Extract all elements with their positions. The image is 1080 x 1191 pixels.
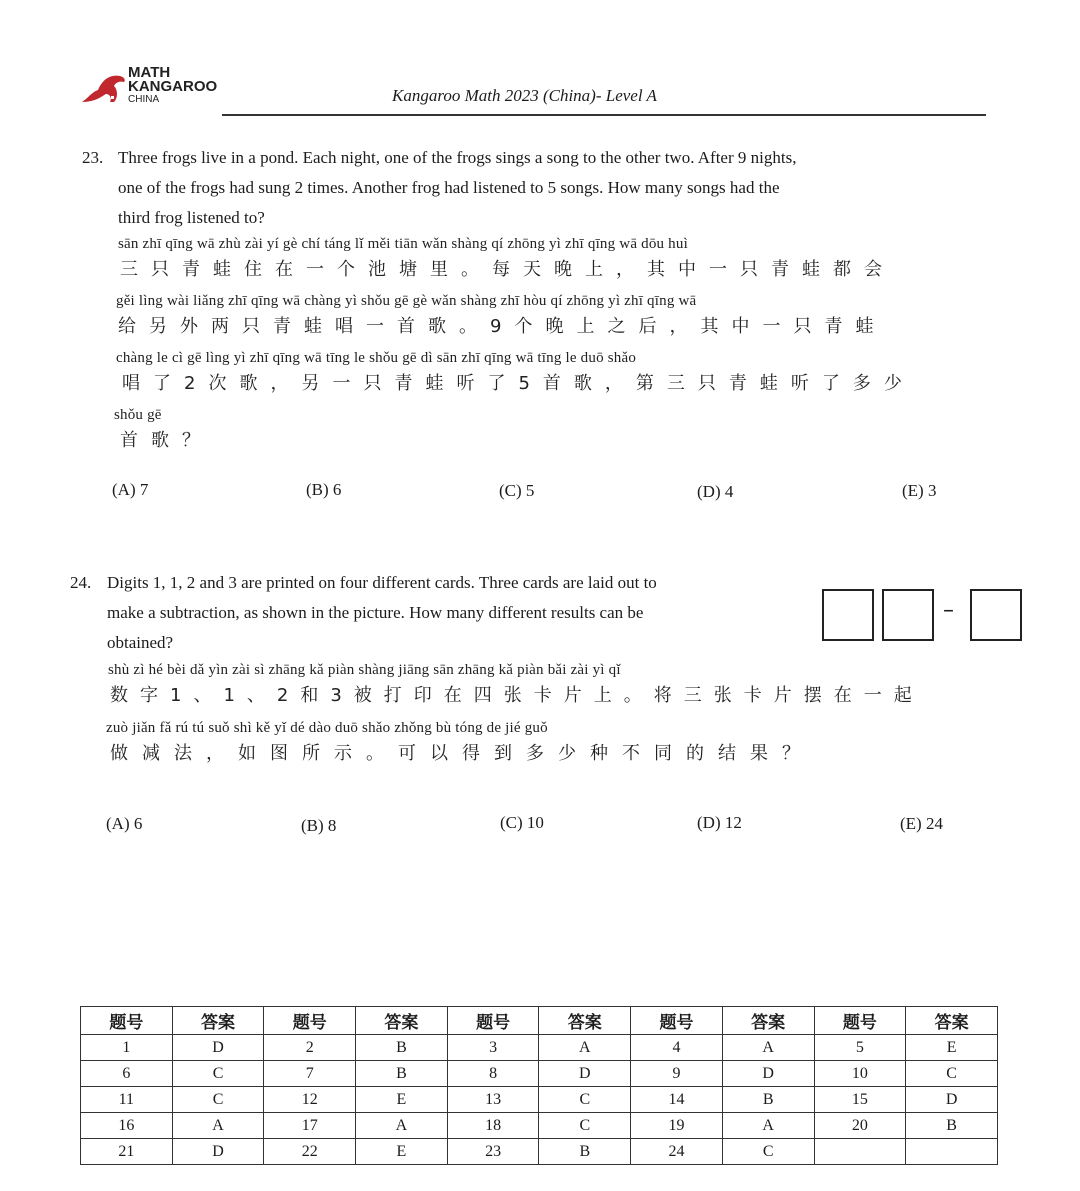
chinese-line: 数字1、1、2和3被打印在四张卡片上。将三张卡片摆在一起: [110, 685, 924, 706]
table-row: [81, 1061, 998, 1087]
question-number-cell: 9: [631, 1061, 723, 1087]
page-title: Kangaroo Math 2023 (China)- Level A: [392, 86, 657, 105]
question-number-cell: 16: [81, 1113, 173, 1139]
answer-cell: A: [172, 1113, 264, 1139]
question-number-cell: 2: [264, 1035, 356, 1061]
answer-cell: B: [906, 1113, 998, 1139]
header-cell: 题号: [631, 1007, 723, 1035]
table-header-row: [81, 1007, 998, 1035]
table-row: [81, 1139, 998, 1165]
answer-cell: B: [539, 1139, 631, 1165]
choice-e[interactable]: (E) 3: [902, 481, 937, 500]
question-number-cell: 3: [447, 1035, 539, 1061]
choice-e[interactable]: (E) 24: [900, 814, 943, 833]
question-23-line-2: one of the frogs had sung 2 times. Another frog had listened to 5 songs. How many songs had the: [118, 178, 780, 197]
pinyin-line: sān zhī qīng wā zhù zài yí gè chí táng lǐ měi tiān wǎn shàng qí zhōng yì zhī qīng wā dōu huì: [118, 236, 688, 252]
header-cell: 题号: [447, 1007, 539, 1035]
question-number-cell: 8: [447, 1061, 539, 1087]
choice-d[interactable]: (D) 12: [697, 813, 742, 832]
question-number-cell: 11: [81, 1087, 173, 1113]
answer-cell: [906, 1139, 998, 1165]
answer-cell: C: [722, 1139, 814, 1165]
answer-cell: B: [356, 1061, 448, 1087]
answer-cell: C: [539, 1113, 631, 1139]
answer-cell: D: [906, 1087, 998, 1113]
card-3: [970, 589, 1022, 641]
question-24-line-2: make a subtraction, as shown in the picture. How many different results can be: [107, 603, 644, 622]
question-number-cell: 7: [264, 1061, 356, 1087]
kangaroo-logo-icon: [80, 72, 128, 108]
choice-c[interactable]: (C) 10: [500, 813, 544, 832]
minus-sign: –: [943, 598, 954, 623]
chinese-line: 首歌？: [120, 430, 213, 451]
answer-cell: A: [539, 1035, 631, 1061]
table-row: [81, 1087, 998, 1113]
chinese-line: 三只青蛙住在一个池塘里。每天晚上，其中一只青蛙都会: [120, 259, 895, 280]
pinyin-line: zuò jiǎn fǎ rú tú suǒ shì kě yǐ dé dào duō shǎo zhǒng bù tóng de jié guǒ: [106, 720, 548, 736]
answer-cell: B: [356, 1035, 448, 1061]
question-number-cell: 20: [814, 1113, 906, 1139]
answer-cell: B: [722, 1087, 814, 1113]
choice-d[interactable]: (D) 4: [697, 482, 734, 501]
header-cell: 题号: [264, 1007, 356, 1035]
logo-line-math: MATH: [128, 64, 171, 81]
logo-line-kangaroo: KANGAROO: [128, 78, 218, 95]
question-number-cell: 15: [814, 1087, 906, 1113]
answer-cell: C: [539, 1087, 631, 1113]
table-row: [81, 1113, 998, 1139]
pinyin-line: chàng le cì gē lìng yì zhī qīng wā tīng le shǒu gē dì sān zhī qīng wā tīng le duō shǎo: [116, 350, 637, 366]
pinyin-line: gěi lìng wài liǎng zhī qīng wā chàng yì shǒu gē gè wǎn shàng zhī hòu qí zhōng yì zhī qīng wā: [116, 293, 697, 309]
question-23-number: 23.: [82, 148, 104, 167]
question-number-cell: 24: [631, 1139, 723, 1165]
question-number-cell: 1: [81, 1035, 173, 1061]
question-number-cell: 10: [814, 1061, 906, 1087]
header-cell: 答案: [356, 1007, 448, 1035]
choice-b[interactable]: (B) 8: [301, 816, 337, 835]
answer-cell: C: [172, 1087, 264, 1113]
question-number-cell: 18: [447, 1113, 539, 1139]
header-cell: 答案: [906, 1007, 998, 1035]
answer-cell: E: [356, 1139, 448, 1165]
question-number-cell: 21: [81, 1139, 173, 1165]
question-number-cell: 19: [631, 1113, 723, 1139]
header-cell: 答案: [722, 1007, 814, 1035]
answer-cell: A: [356, 1113, 448, 1139]
answer-cell: D: [172, 1139, 264, 1165]
chinese-line: 唱了2次歌，另一只青蛙听了5首歌，第三只青蛙听了多少: [122, 373, 915, 394]
question-24-number: 24.: [70, 573, 92, 592]
pinyin-line: shǒu gē: [114, 407, 162, 423]
logo-line-china: CHINA: [128, 94, 160, 105]
question-number-cell: 13: [447, 1087, 539, 1113]
question-number-cell: 22: [264, 1139, 356, 1165]
choice-a[interactable]: (A) 6: [106, 814, 143, 833]
question-number-cell: 14: [631, 1087, 723, 1113]
answer-cell: E: [356, 1087, 448, 1113]
answer-key-table: [80, 1006, 998, 1165]
header-divider: [222, 114, 986, 116]
answer-cell: D: [539, 1061, 631, 1087]
choice-b[interactable]: (B) 6: [306, 480, 342, 499]
answer-cell: D: [722, 1061, 814, 1087]
answer-cell: C: [906, 1061, 998, 1087]
question-number-cell: [814, 1139, 906, 1165]
math-kangaroo-logo: [80, 66, 220, 110]
question-number-cell: 6: [81, 1061, 173, 1087]
answer-cell: C: [172, 1061, 264, 1087]
answer-cell: D: [172, 1035, 264, 1061]
question-23-line-3: third frog listened to?: [118, 208, 265, 227]
question-number-cell: 5: [814, 1035, 906, 1061]
header-cell: 答案: [539, 1007, 631, 1035]
question-24-line-1: Digits 1, 1, 2 and 3 are printed on four different cards. Three cards are laid out to: [107, 573, 657, 592]
pinyin-line: shù zì hé bèi dǎ yìn zài sì zhāng kǎ piàn shàng jiāng sān zhāng kǎ piàn bǎi zài yì qǐ: [108, 662, 621, 678]
choice-a[interactable]: (A) 7: [112, 480, 149, 499]
header-cell: 题号: [814, 1007, 906, 1035]
question-23-text: [118, 143, 988, 233]
question-number-cell: 4: [631, 1035, 723, 1061]
question-number-cell: 12: [264, 1087, 356, 1113]
question-24-text: [107, 568, 807, 658]
answer-cell: A: [722, 1113, 814, 1139]
chinese-line: 给另外两只青蛙唱一首歌。9个晚上之后，其中一只青蛙: [118, 316, 887, 337]
header-cell: 题号: [81, 1007, 173, 1035]
answer-cell: A: [722, 1035, 814, 1061]
question-24-line-3: obtained?: [107, 633, 174, 652]
choice-c[interactable]: (C) 5: [499, 481, 535, 500]
card-2: [882, 589, 934, 641]
answer-cell: E: [906, 1035, 998, 1061]
table-row: [81, 1035, 998, 1061]
header-cell: 答案: [172, 1007, 264, 1035]
question-23-line-1: Three frogs live in a pond. Each night, one of the frogs sings a song to the other two. After 9 nights,: [118, 148, 797, 167]
question-number-cell: 17: [264, 1113, 356, 1139]
chinese-line: 做减法，如图所示。可以得到多少种不同的结果？: [110, 743, 814, 764]
question-number-cell: 23: [447, 1139, 539, 1165]
card-1: [822, 589, 874, 641]
